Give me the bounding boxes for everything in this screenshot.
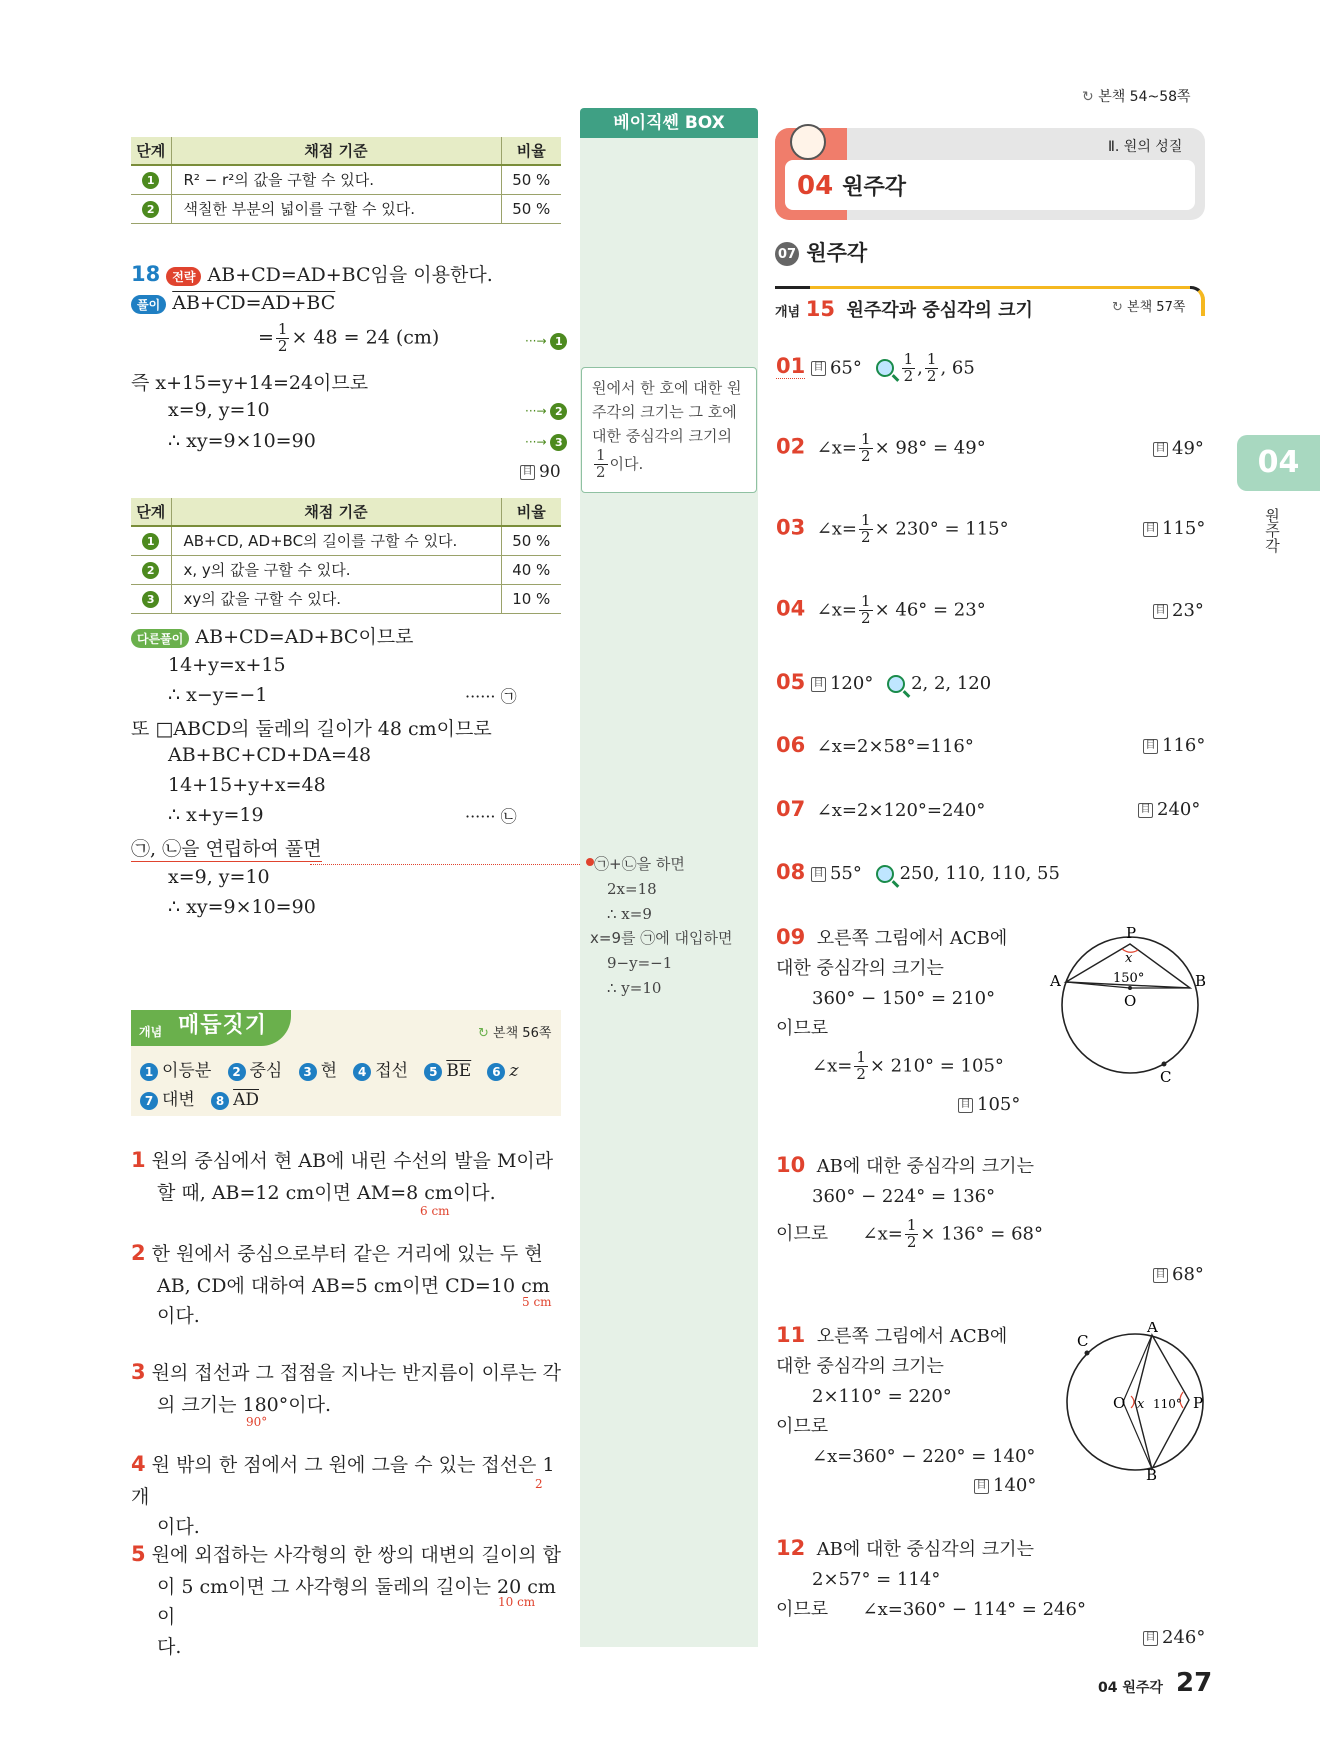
alt-line8: ㉠, ㉡을 연립하여 풀면 — [131, 834, 322, 862]
step-badge: 1 — [142, 533, 159, 550]
unit-title: 04 원주각 — [797, 171, 907, 201]
list-item: 7 대변 — [140, 1090, 195, 1110]
answer-07-result: 目 240° — [1138, 799, 1200, 820]
figure-11 — [1055, 1322, 1220, 1482]
label-angle: 110° — [1153, 1397, 1182, 1411]
refresh-icon: ↻ — [1112, 300, 1123, 315]
criteria-text: AB+CD, AD+BC의 길이를 구할 수 있다. — [171, 526, 501, 555]
col-criteria: 채점 기준 — [171, 137, 501, 165]
answer-05: 05 目 120° 2, 2, 120 — [776, 670, 992, 694]
p18-sol-line5: ∴ xy=9×10=90 — [168, 430, 316, 452]
list-item: 1 이등분 — [140, 1061, 211, 1081]
box-note-inscribed-angle: 원에서 한 호에 대한 원 주각의 크기는 그 호에 대한 중심각의 크기의 $\frac{1}{2}$ 이다. — [581, 367, 757, 493]
answer-icon: 目 — [811, 867, 826, 882]
label-b: B — [1195, 972, 1207, 990]
answer-01: 01 目 65° $\frac{1}{2}$ , $\frac{1}{2}$ , 65 — [776, 350, 975, 385]
answer-icon: 目 — [1143, 1631, 1158, 1646]
label-a: A — [1147, 1322, 1158, 1336]
p18-sol-line1 — [131, 292, 335, 314]
answer-icon: 目 — [974, 1479, 989, 1494]
list-item: 4 접선 — [353, 1061, 408, 1081]
list-item: 2 중심 — [228, 1061, 283, 1081]
refresh-icon: ↻ — [478, 1026, 489, 1041]
answer-03: 03 ∠x= $\frac{1}{2}$ × 230° = 115° — [776, 511, 1009, 546]
chapter-label: Ⅱ. 원의 성질 — [1108, 139, 1183, 155]
alt-line3: ∴ x−y=−1 — [168, 684, 268, 706]
correction-3: 90° — [246, 1415, 268, 1429]
answer-icon: 目 — [958, 1098, 973, 1113]
label-b: B — [1146, 1466, 1158, 1482]
p18-sol-line3: 즉 x+15=y+14=24이므로 — [131, 372, 369, 394]
summary-row-1 — [140, 1056, 518, 1081]
answer-icon: 目 — [1143, 739, 1158, 754]
p18-sol-line2 — [258, 322, 439, 355]
problem-number: 18 — [131, 262, 161, 286]
figure-09 — [1040, 922, 1220, 1092]
fraction-half: $\frac{1}{2}$ — [277, 320, 288, 355]
list-item: 8 $\overline{AD}$ — [211, 1090, 259, 1110]
alt-line5: AB+BC+CD+DA=48 — [168, 744, 372, 766]
chapter-side-tab: 04 — [1237, 435, 1320, 491]
point-c — [1162, 1062, 1167, 1067]
answer-08: 08 目 55° 250, 110, 110, 55 — [776, 860, 1060, 884]
label-a: A — [1050, 972, 1061, 990]
label-p: P — [1126, 924, 1137, 942]
center-point — [1128, 986, 1132, 990]
concept-item-2: 2 한 원에서 중심으로부터 같은 거리에 있는 두 현 AB, CD에 대하여 AB=5 cm이면 CD=10 cm 이다. — [131, 1241, 550, 1327]
answer-02: 02 ∠x= $\frac{1}{2}$ × 98° = 49° — [776, 430, 986, 465]
answer-12: 12 AB에 대한 중심각의 크기는 2×57° = 114° 이므로 ∠x=360° − 114° = 246° — [776, 1536, 1086, 1620]
eq-marker-1: ······ ㉠ — [465, 687, 517, 706]
p18-strategy — [131, 260, 493, 287]
correction-4: 2 — [535, 1477, 543, 1491]
answer-icon: 目 — [1153, 604, 1168, 619]
solution-tag: 풀이 — [131, 295, 166, 314]
summary-ref: ↻ 본책 56쪽 — [478, 1026, 552, 1041]
answer-icon: 目 — [1138, 803, 1153, 818]
list-item: 6 z — [487, 1061, 518, 1081]
answer-icon: 目 — [1153, 442, 1168, 457]
correction-1: 6 cm — [420, 1204, 450, 1218]
col-step: 단계 — [131, 137, 171, 165]
footer-label: 04 원주각 — [1098, 1680, 1163, 1696]
point-c — [1085, 1351, 1090, 1356]
table-row — [131, 584, 561, 613]
eq-marker-2: ······ ㉡ — [465, 807, 517, 826]
step-mark-2: ···→ 2 — [525, 403, 567, 420]
alt-line4: 또 □ABCD의 둘레의 길이가 48 cm이므로 — [131, 718, 492, 740]
answer-12-result: 目 246° — [1143, 1627, 1205, 1648]
table-row — [131, 526, 561, 555]
concept-ref: ↻ 본책 57쪽 — [1112, 300, 1186, 315]
label-o: O — [1113, 1394, 1126, 1412]
concept-item-4: 4 원 밖의 한 점에서 그 원에 그을 수 있는 접선은 1개 이다. — [131, 1452, 555, 1538]
angle-arc-x — [1131, 1396, 1134, 1408]
answer-10-result: 目 68° — [1153, 1264, 1204, 1285]
table-row — [131, 194, 561, 223]
ratio-text: 50 % — [501, 194, 561, 223]
criteria-text: 색칠한 부분의 넓이를 구할 수 있다. — [171, 194, 501, 223]
list-item: 3 현 — [299, 1061, 337, 1081]
answer-02-result: 目 49° — [1153, 438, 1204, 459]
table-row — [131, 555, 561, 584]
answer-11-result: 目 140° — [974, 1475, 1036, 1496]
label-o: O — [1124, 992, 1137, 1010]
concept-bar-accent — [810, 286, 1190, 289]
answer-09-result: 目 105° — [958, 1094, 1020, 1115]
answer-04: 04 ∠x= $\frac{1}{2}$ × 46° = 23° — [776, 592, 986, 627]
summary-label: 개념 — [139, 1025, 163, 1039]
answer-04-result: 目 23° — [1153, 600, 1204, 621]
answer-icon: 目 — [811, 677, 826, 692]
summary-row-2 — [140, 1085, 259, 1110]
col-criteria: 채점 기준 — [171, 498, 501, 526]
label-c: C — [1160, 1068, 1172, 1086]
magnifier-icon — [876, 865, 894, 883]
alt-line2: 14+y=x+15 — [168, 654, 286, 676]
ratio-text: 10 % — [501, 584, 561, 613]
correction-2: 5 cm — [522, 1295, 552, 1309]
alt-text: AB+CD=AD+BC이므로 — [195, 626, 414, 648]
answer-03-result: 目 115° — [1143, 518, 1205, 539]
alt-line7: ∴ x+y=19 — [168, 804, 264, 826]
basic-box-title: 베이직쎈 BOX — [580, 108, 758, 138]
correction-5: 10 cm — [498, 1595, 536, 1609]
section-title: 07 원주각 — [775, 237, 867, 267]
answer-11: 11 오른쪽 그림에서 ACB에 대한 중심각의 크기는 2×110° = 220° 이므로 ∠x=360° − 220° = 140° — [776, 1323, 1036, 1467]
ratio-text: 50 % — [501, 165, 561, 194]
sol-text: AB+CD=AD+BC — [172, 292, 336, 314]
alt-line10: ∴ xy=9×10=90 — [168, 896, 316, 918]
answer-06-result: 目 116° — [1143, 735, 1205, 756]
eq-sign: = — [258, 326, 274, 349]
step-badge: 1 — [142, 172, 159, 189]
answer-icon: 目 — [1153, 1268, 1168, 1283]
criteria-text: R² − r²의 값을 구할 수 있다. — [171, 165, 501, 194]
list-item: 5 $\overline{BE}$ — [424, 1061, 471, 1081]
page-number: 27 — [1176, 1668, 1213, 1698]
alt-line9: x=9, y=10 — [168, 866, 270, 888]
refresh-icon: ↻ — [1082, 89, 1094, 105]
answer-icon: 目 — [520, 465, 535, 480]
step-mark-1: ···→ 1 — [525, 333, 567, 350]
criteria-text: xy의 값을 구할 수 있다. — [171, 584, 501, 613]
label-p: P — [1193, 1394, 1204, 1412]
concept-item-3: 3 원의 접선과 그 접점을 지나는 반지름이 이루는 각 의 크기는 180°이다. — [131, 1360, 562, 1416]
box-note-solve: ㉠+㉡을 하면 2x=18 ∴ x=9 x=9를 ㉠에 대입하면 9−y=−1 ∴ y=10 — [590, 855, 733, 997]
concept-heading: 개념 15 원주각과 중심각의 크기 — [775, 297, 1033, 321]
col-step: 단계 — [131, 498, 171, 526]
magnifier-icon — [876, 359, 894, 377]
label-x: x — [1137, 1397, 1145, 1412]
ratio-text: 40 % — [501, 555, 561, 584]
sol-text: × 48 = 24 (cm) — [291, 326, 440, 349]
mascot-icon — [790, 124, 826, 160]
step-mark-3: ···→ 3 — [525, 434, 567, 451]
col-ratio: 비율 — [501, 137, 561, 165]
step-badge: 2 — [142, 201, 159, 218]
step-badge: 2 — [142, 562, 159, 579]
step-badge: 3 — [142, 591, 159, 608]
ratio-text: 50 % — [501, 526, 561, 555]
p18-sol-line4: x=9, y=10 — [168, 399, 270, 421]
page-ref: ↻ 본책 54~58쪽 — [1082, 89, 1191, 105]
magnifier-icon — [887, 675, 905, 693]
answer-06: 06 ∠x=2×58°=116° — [776, 733, 974, 757]
label-angle: 150° — [1113, 971, 1145, 986]
concept-item-1: 1 원의 중심에서 현 AB에 내린 수선의 발을 M이라 할 때, AB=12 cm이면 AM=8 cm이다. — [131, 1148, 554, 1204]
summary-title: 매듭짓기 — [178, 1013, 268, 1038]
table-row — [131, 165, 561, 194]
label-c: C — [1077, 1332, 1089, 1350]
criteria-text: x, y의 값을 구할 수 있다. — [171, 555, 501, 584]
answer-10: 10 AB에 대한 중심각의 크기는 360° − 224° = 136° 이므로 ∠x= $\frac{1}{2}$ × 136° = 68° — [776, 1153, 1043, 1251]
alt-line6: 14+15+y+x=48 — [168, 774, 326, 796]
answer-icon: 目 — [1143, 522, 1158, 537]
connector-line — [310, 864, 580, 865]
strategy-text: AB+CD=AD+BC임을 이용한다. — [207, 264, 493, 286]
answer-icon: 目 — [811, 361, 826, 376]
chapter-side-label: 원주각 — [1263, 508, 1281, 553]
scoring-table-1 — [131, 137, 561, 224]
scoring-table-2 — [131, 498, 561, 614]
label-x: x — [1125, 951, 1133, 966]
answer-09: 09 오른쪽 그림에서 ACB에 대한 중심각의 크기는 360° − 150° = 210° 이므로 ∠x= $\frac{1}{2}$ × 210° = 105° — [776, 925, 1008, 1083]
answer-07: 07 ∠x=2×120°=240° — [776, 797, 986, 821]
alt-line1 — [131, 622, 414, 649]
alt-solution-tag: 다른풀이 — [131, 629, 189, 648]
concept-item-5: 5 원에 외접하는 사각형의 한 쌍의 대변의 길이의 합 이 5 cm이면 그 사각형의 둘레의 길이는 20 cm이 다. — [131, 1542, 562, 1659]
p18-answer: 目 90 — [520, 462, 561, 482]
col-ratio: 비율 — [501, 498, 561, 526]
strategy-tag: 전략 — [166, 267, 201, 286]
